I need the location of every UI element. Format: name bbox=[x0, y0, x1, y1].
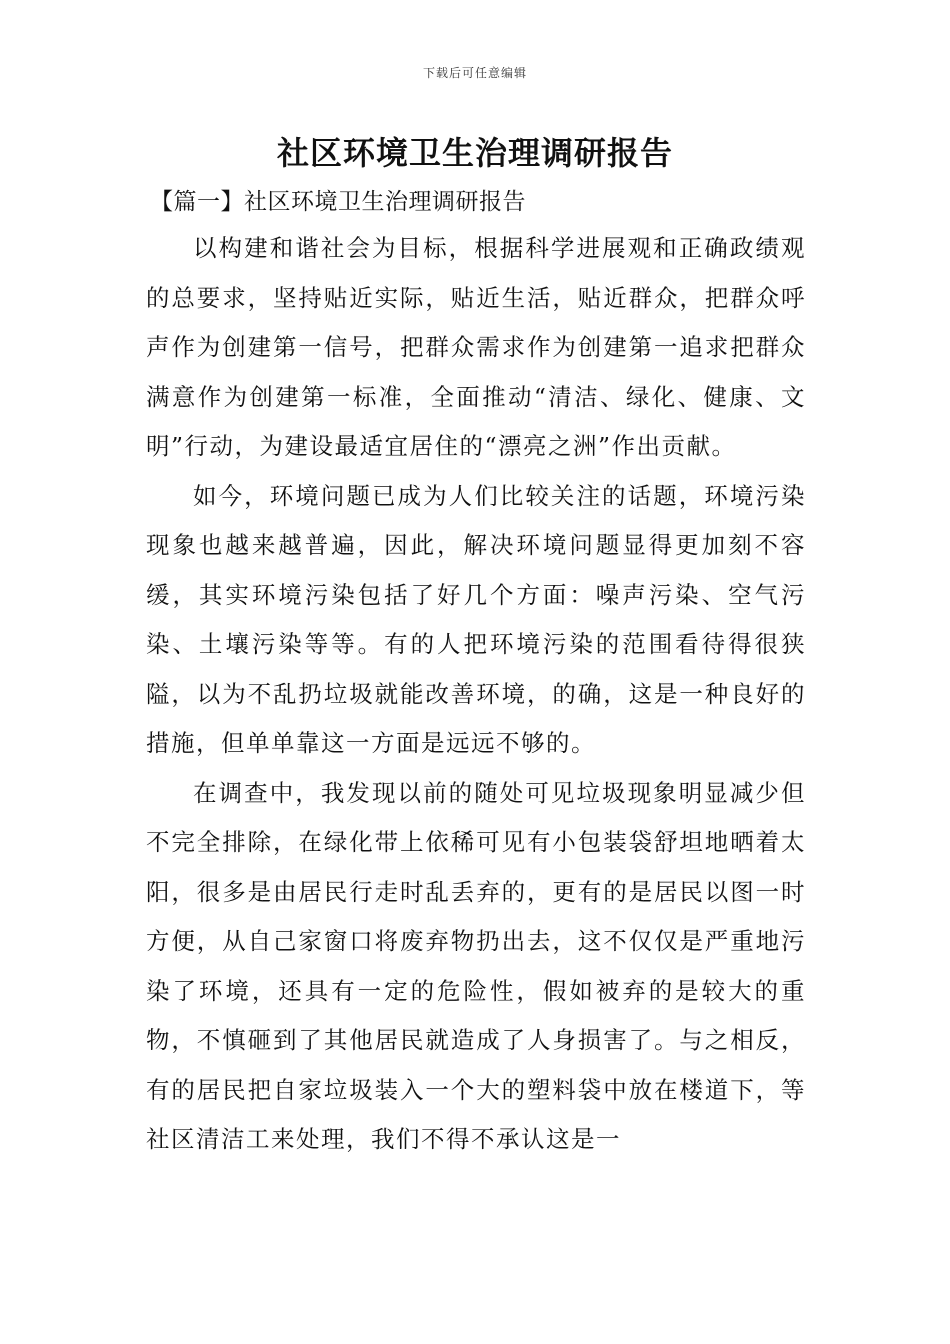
document-title: 社区环境卫生治理调研报告 bbox=[276, 134, 673, 172]
paragraph-1: 以构建和谐社会为目标，根据科学进展观和正确政绩观的总要求，坚持贴近实际，贴近生活，贴近群众，把群众呼声作为创建第一信号，把群众需求作为创建第一追求把群众满意作为创建第一标准，全面推动“清洁、绿化、健康、文明”行动，为建设最适宜居住的“漂亮之洲”作出贡献。 bbox=[146, 234, 806, 460]
body-text bbox=[146, 224, 806, 1165]
header-note: 下载后可任意编辑 bbox=[422, 66, 527, 80]
paragraph-2: 如今，环境问题已成为人们比较关注的话题，环境污染现象也越来越普遍，因此，解决环境问题显得更加刻不容缓，其实环境污染包括了好几个方面：噪声污染、空气污染、土壤污染等等。有的人把环境污染的范围看待得很狭隘，以为不乱扔垃圾就能改善环境，的确，这是一种良好的措施，但单单靠这一方面是远远不够的。 bbox=[146, 481, 806, 757]
paragraph-3: 在调查中，我发现以前的随处可见垃圾现象明显减少但不完全排除，在绿化带上依稀可见有小包装袋舒坦地晒着太阳，很多是由居民行走时乱丢弃的，更有的是居民以图一时方便，从自己家窗口将废弃物扔出去，这不仅仅是严重地污染了环境，还具有一定的危险性，假如被弃的是较大的重物，不慎砸到了其他居民就造成了人身损害了。与之相反，有的居民把自家垃圾装入一个大的塑料袋中放在楼道下，等社区清洁工来处理，我们不得不承认这是一 bbox=[146, 778, 806, 1153]
section-subtitle: 【篇一】社区环境卫生治理调研报告 bbox=[150, 189, 526, 215]
